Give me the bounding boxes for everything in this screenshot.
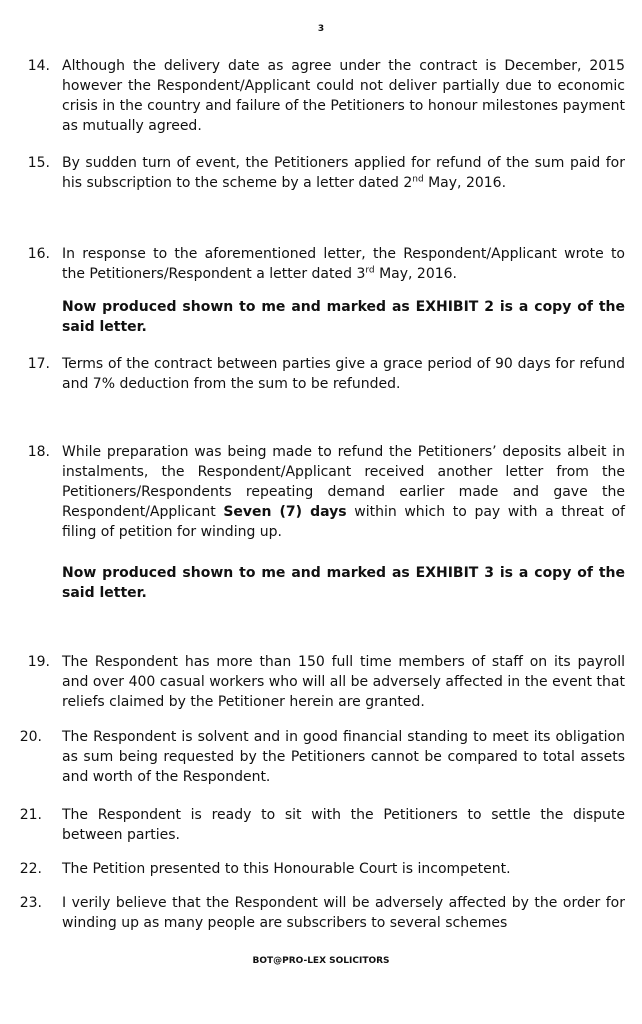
paragraph-18-text [62, 442, 625, 542]
paragraph-14-text: Although the delivery date as agree under the contract is December, 2015 however the Respondent/Applicant could not deliver partially due to economic crisis in the country and failure of the Petitioners to honour milestones payment as mutually agreed. [62, 58, 625, 134]
paragraph-number: 17. [27, 356, 50, 372]
paragraph-number: 21. [19, 807, 42, 823]
paragraph-number: 22. [19, 861, 42, 877]
exhibit-3-note: Now produced shown to me and marked as EXHIBIT 3 is a copy of the said letter. [62, 565, 625, 601]
ordinal-suffix: nd [412, 174, 424, 185]
paragraph-15-text-start: By sudden turn of event, the Petitioners applied for refund of the sum paid for his subscription to the scheme by a letter dated 2 [62, 155, 625, 191]
page-number: 3 [317, 24, 325, 34]
paragraph-18-text-start: While preparation was being made to refund the Petitioners’ deposits albeit in instalments, the Respondent/Applicant received another letter from the Petitioners/Respondents repeating demand earlier made and gave the Respondent/Applicant [62, 444, 625, 520]
paragraph-number: 16. [27, 246, 50, 262]
paragraph-20-text: The Respondent is solvent and in good financial standing to meet its obligation as sum being requested by the Petitioners cannot be compared to total assets and worth of the Respondent. [62, 729, 625, 785]
paragraph-number: 18. [27, 444, 50, 460]
paragraph-number: 14. [27, 58, 50, 74]
ordinal-suffix: rd [365, 265, 375, 276]
paragraph-15-text [62, 153, 625, 193]
paragraph-number: 15. [27, 155, 50, 171]
paragraph-21-text: The Respondent is ready to sit with the Petitioners to settle the dispute between parties. [62, 807, 625, 843]
paragraph-17-text: Terms of the contract between parties give a grace period of 90 days for refund and 7% deduction from the sum to be refunded. [62, 356, 625, 392]
deadline-emphasis: Seven (7) days [223, 504, 347, 520]
paragraph-16-text [62, 244, 625, 284]
paragraph-number: 19. [27, 654, 50, 670]
paragraph-23-text: I verily believe that the Respondent will be adversely affected by the order for winding up as many people are subscribers to several schemes [62, 895, 625, 931]
paragraph-number: 20. [19, 729, 42, 745]
paragraph-16-text-start: In response to the aforementioned letter, the Respondent/Applicant wrote to the Petitioners/Respondent a letter dated 3 [62, 246, 625, 282]
paragraph-19-text: The Respondent has more than 150 full time members of staff on its payroll and over 400 casual workers who will all be adversely affected in the event that reliefs claimed by the Petitioner herein are granted. [62, 654, 625, 710]
paragraph-16-text-end: May, 2016. [374, 266, 457, 282]
paragraph-18-text-end: within which to pay with a threat of filing of petition for winding up. [62, 504, 625, 540]
footer-firm-name: BOT@PRO-LEX SOLICITORS [252, 956, 390, 966]
paragraph-22-text: The Petition presented to this Honourable Court is incompetent. [62, 861, 511, 877]
exhibit-2-note: Now produced shown to me and marked as EXHIBIT 2 is a copy of the said letter. [62, 299, 625, 335]
paragraph-number: 23. [19, 895, 42, 911]
paragraph-15-text-end: May, 2016. [423, 175, 507, 191]
